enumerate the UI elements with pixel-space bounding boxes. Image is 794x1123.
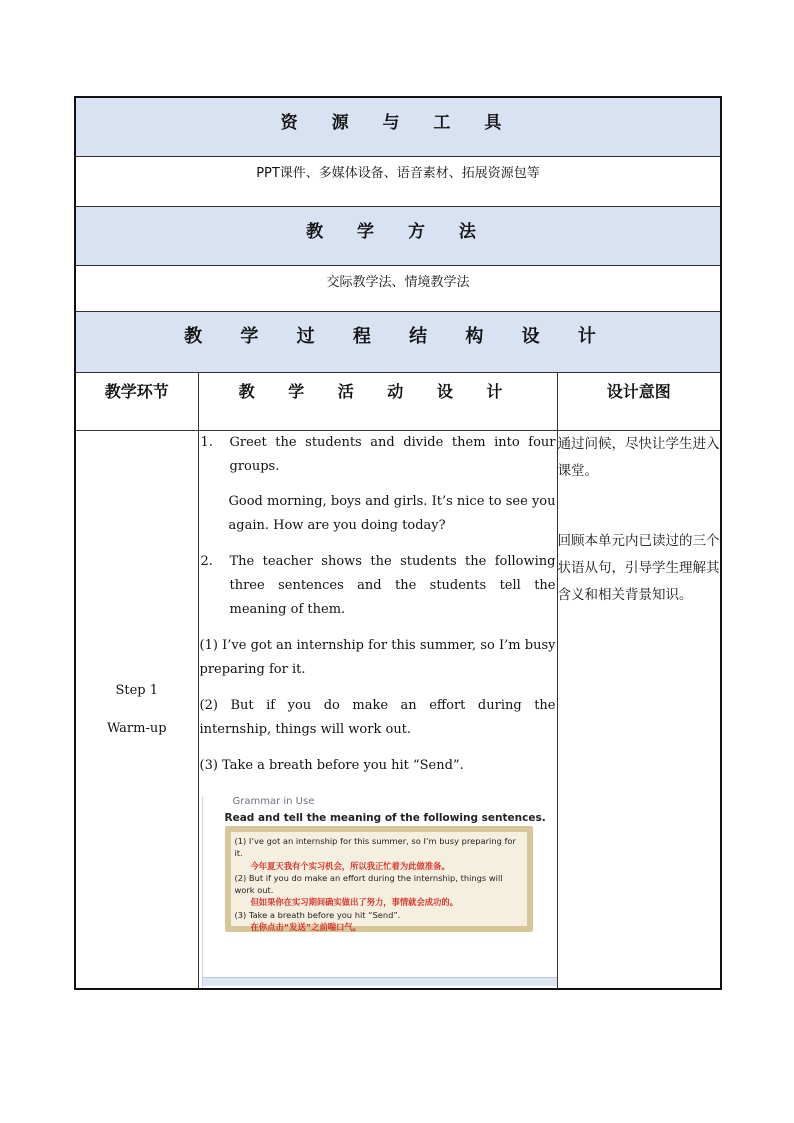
textbook-line-2-zh: 但如果你在实习期间确实做出了努力，事情就会成功的。 xyxy=(250,897,458,908)
resources-cell xyxy=(75,157,721,207)
resources-title: 资 源 与 工 具 xyxy=(280,113,516,133)
resources-header xyxy=(75,97,721,157)
textbook-line-3-zh: 在你点击“发送”之前喘口气。 xyxy=(250,922,361,933)
item2-text: The teacher shows the students the following three sentences and the students tell the meaning of them. xyxy=(229,554,556,617)
step1-name: Step 1 xyxy=(115,682,159,698)
greeting-text: Good morning, boys and girls. It’s nice to see you again. How are you doing today? xyxy=(228,494,556,533)
intent-2: 回顾本单元内已读过的三个状语从句，引导学生理解其含义和相关背景知识。 xyxy=(557,533,720,603)
methods-header xyxy=(75,207,721,266)
lesson-plan-table xyxy=(74,96,722,990)
process-title: 教 学 过 程 结 构 设 计 xyxy=(184,326,612,347)
item2-number: 2. xyxy=(200,554,213,569)
textbook-instruction: Read and tell the meaning of the following sentences. xyxy=(224,812,546,824)
item1-number: 1. xyxy=(200,435,213,450)
textbook-line-2-en: (2) But if you do make an effort during the internship, things will work out. xyxy=(234,872,503,896)
textbook-board-content xyxy=(231,832,527,933)
methods-body: 交际教学法、情境教学法 xyxy=(326,275,470,290)
activity-item-1 xyxy=(200,431,556,479)
textbook-screenshot xyxy=(202,796,557,988)
textbook-section-title: Grammar in Use xyxy=(232,796,315,807)
process-header xyxy=(75,312,721,373)
step1-activity-cell xyxy=(198,431,557,990)
stage-column-label: 教学环节 xyxy=(104,382,169,401)
methods-title: 教 学 方 法 xyxy=(306,222,490,242)
textbook-line-1-en: (1) I’ve got an internship for this summer, so I’m busy preparing for it. xyxy=(234,836,516,859)
step1-stage-cell xyxy=(75,431,198,990)
textbook-board xyxy=(225,826,533,932)
sentence-3: (3) Take a breath before you hit “Send”. xyxy=(199,758,464,773)
resources-body: PPT课件、多媒体设备、语音素材、拓展资源包等 xyxy=(256,166,540,181)
activity-column-header xyxy=(198,373,557,431)
step1-subtitle: Warm-up xyxy=(106,720,167,736)
textbook-bottom-bar xyxy=(203,977,557,986)
sentence-2: (2) But if you do make an effort during the internship, things will work out. xyxy=(199,698,556,737)
textbook-line-1-zh: 今年夏天我有个实习机会，所以我正忙着为此做准备。 xyxy=(250,860,450,871)
item1-text: Greet the students and divide them into four groups. xyxy=(229,435,556,474)
activity-item-2 xyxy=(200,550,556,622)
step1-intent-cell xyxy=(557,431,721,990)
methods-cell xyxy=(75,266,721,312)
textbook-line-3-en: (3) Take a breath before you hit “Send”. xyxy=(234,909,401,920)
sentence-1: (1) I’ve got an internship for this summer, so I’m busy preparing for it. xyxy=(199,638,556,677)
activity-column-label: 教 学 活 动 设 计 xyxy=(238,382,517,401)
intent-1: 通过问候，尽快让学生进入课堂。 xyxy=(557,436,720,479)
intent-column-header xyxy=(557,373,721,431)
stage-column-header xyxy=(75,373,198,431)
intent-column-label: 设计意图 xyxy=(606,382,671,401)
